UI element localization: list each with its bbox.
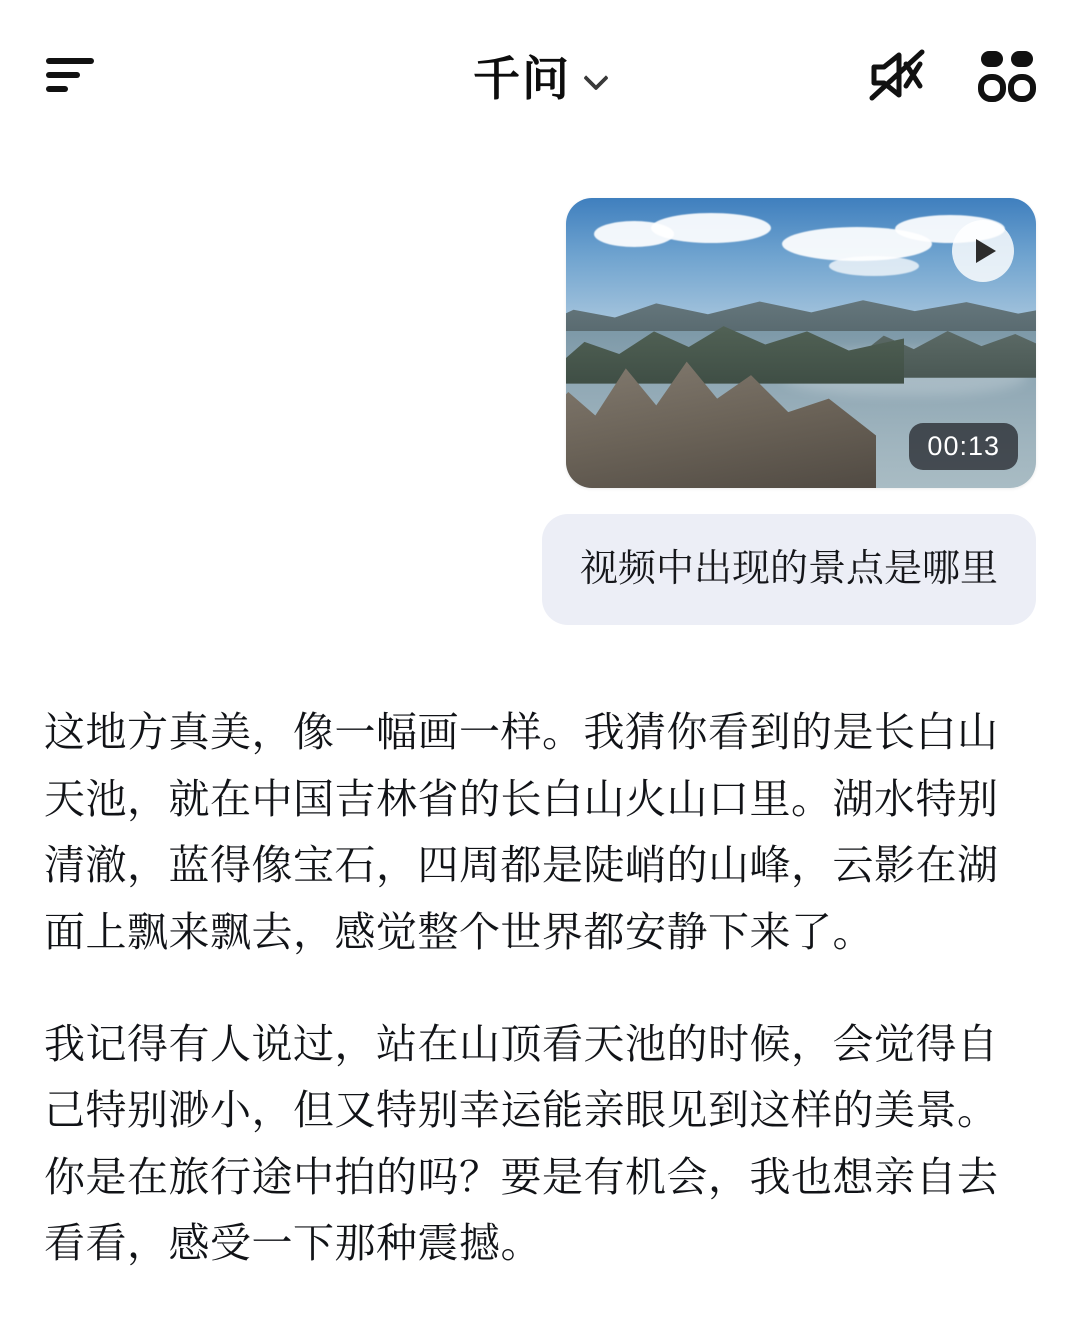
user-message-bubble: 视频中出现的景点是哪里 [542, 514, 1036, 625]
cloud-shape [651, 213, 771, 243]
header-left [44, 53, 96, 97]
play-triangle [976, 239, 996, 263]
menu-lines-icon[interactable] [44, 53, 96, 97]
video-duration-badge: 00:13 [909, 423, 1018, 470]
video-attachment[interactable] [566, 198, 1036, 488]
speaker-muted-icon-svg [866, 46, 926, 104]
assistant-paragraph: 这地方真美，像一幅画一样。我猜你看到的是长白山天池，就在中国吉林省的长白山火山口里。湖水特别清澈，蓝得像宝石，四周都是陡峭的山峰，云影在湖面上飘来飘去，感觉整个世界都安静下来了。 [44, 709, 999, 955]
conversation-thread [0, 150, 1080, 1277]
chevron-down-icon[interactable] [585, 67, 607, 89]
cloud-shape [829, 256, 919, 276]
user-video-row [44, 150, 1036, 488]
grid-apps-icon-svg [978, 47, 1036, 103]
speaker-muted-icon[interactable] [866, 46, 926, 104]
play-icon[interactable] [952, 220, 1014, 282]
assistant-message [44, 699, 1036, 1276]
page-title: 千问 [473, 51, 571, 105]
app-header [0, 0, 1080, 150]
grid-apps-icon[interactable] [978, 47, 1036, 103]
menu-lines-icon-svg [44, 53, 96, 97]
assistant-paragraph: 我记得有人说过，站在山顶看天池的时候，会觉得自己特别渺小，但又特别幸运能亲眼见到这样的美景。你是在旅行途中拍的吗？要是有机会，我也想亲自去看看，感受一下那种震撼。 [44, 1020, 999, 1267]
user-message-row [44, 488, 1036, 625]
model-switcher[interactable] [473, 42, 607, 109]
header-right [866, 46, 1036, 104]
